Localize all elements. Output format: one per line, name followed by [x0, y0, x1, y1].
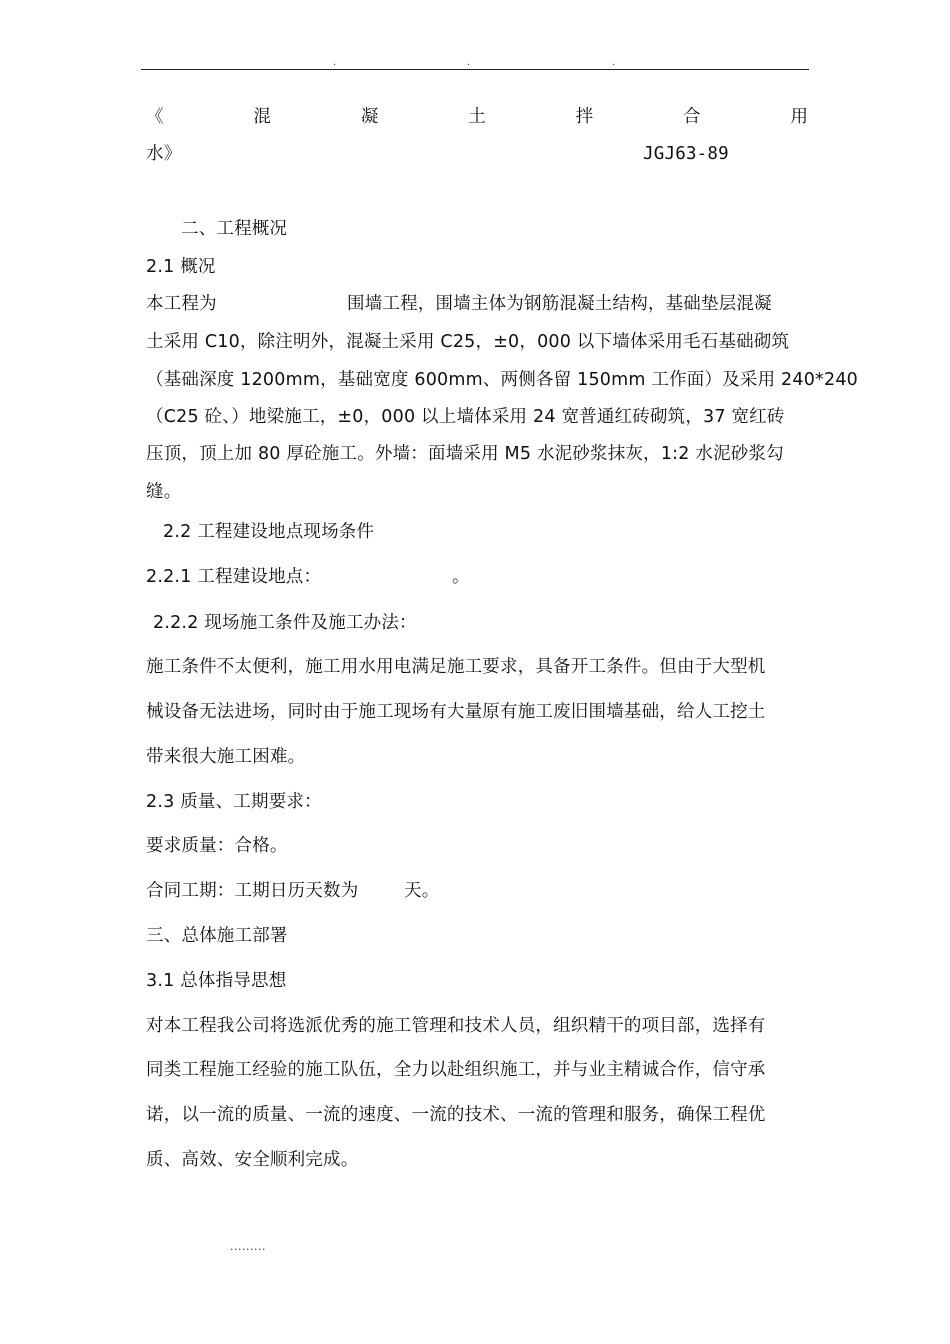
section-heading: 二、工程概况: [181, 219, 288, 239]
paragraph-line: 对本工程我公司将选派优秀的施工管理和技术人员，组织精干的项目部，选择有: [146, 1016, 766, 1036]
ref-char: 用: [790, 107, 808, 127]
paragraph-line: 压顶，顶上加 80 厚砼施工。外墙：面墙采用 M5 水泥砂浆抹灰，1:2 水泥砂浆勾: [146, 444, 784, 464]
paragraph-line: 本工程为: [146, 294, 217, 314]
paragraph-line: 施工条件不太便利，施工用水用电满足施工要求，具备开工条件。但由于大型机: [146, 657, 766, 677]
subsection-title: 2.2 工程建设地点现场条件: [163, 522, 375, 542]
paragraph-line: 土采用 C10，除注明外，混凝土采用 C25，±0，000 以下墙体采用毛石基础砌筑: [146, 332, 790, 352]
ref-char: 凝: [360, 107, 379, 127]
subsection-title: 2.1 概况: [146, 257, 216, 277]
paragraph-line: 围墙工程，围墙主体为钢筋混凝土结构，基础垫层混凝: [347, 294, 772, 314]
header-rule: [141, 69, 809, 70]
ref-char: 混: [253, 107, 271, 127]
subsection-title: 2.3 质量、工期要求：: [146, 792, 322, 812]
paragraph-line: 天。: [404, 881, 440, 901]
paragraph-line: 带来很大施工困难。: [146, 747, 306, 767]
header-dot: .: [467, 57, 471, 68]
ref-char: 合: [683, 107, 701, 127]
paragraph-line: （基础深度 1200mm，基础宽度 600mm、两侧各留 150mm 工作面）及采用 240*240: [146, 370, 858, 390]
subsection-title: 2.2.2 现场施工条件及施工办法：: [153, 613, 417, 633]
ref-standard-code: JGJ63-89: [643, 144, 729, 164]
paragraph-line: （C25 砼、）地梁施工，±0，000 以上墙体采用 24 宽普通红砖砌筑，37 宽红砖: [146, 407, 785, 427]
header-dot: .: [612, 57, 616, 68]
header-dot: .: [333, 57, 337, 68]
paragraph-line: 诺，以一流的质量、一流的速度、一流的技术、一流的管理和服务，确保工程优: [146, 1105, 766, 1125]
paragraph-line: 缝。: [146, 482, 182, 502]
paragraph-line: 同类工程施工经验的施工队伍，全力以赴组织施工，并与业主精诚合作，信守承: [146, 1060, 766, 1080]
paragraph-line: 合同工期：工期日历天数为: [146, 881, 359, 901]
footer-dots: .........: [230, 1240, 266, 1253]
paragraph-line: 质、高效、安全顺利完成。: [146, 1150, 359, 1170]
section-heading: 三、总体施工部署: [146, 926, 288, 946]
subsection-title: 3.1 总体指导思想: [146, 971, 287, 991]
ref-line2-left: 水》: [146, 144, 182, 164]
ref-char: 《: [146, 107, 164, 127]
subsection-title: 2.2.1 工程建设地点：: [146, 567, 322, 587]
punctuation: 。: [452, 567, 470, 587]
paragraph-line: 械设备无法进场，同时由于施工现场有大量原有施工废旧围墙基础，给人工挖土: [146, 702, 766, 722]
ref-char: 拌: [575, 107, 594, 127]
ref-char: 土: [468, 107, 486, 127]
standard-reference-line: [146, 106, 808, 128]
paragraph-line: 要求质量：合格。: [146, 836, 288, 856]
